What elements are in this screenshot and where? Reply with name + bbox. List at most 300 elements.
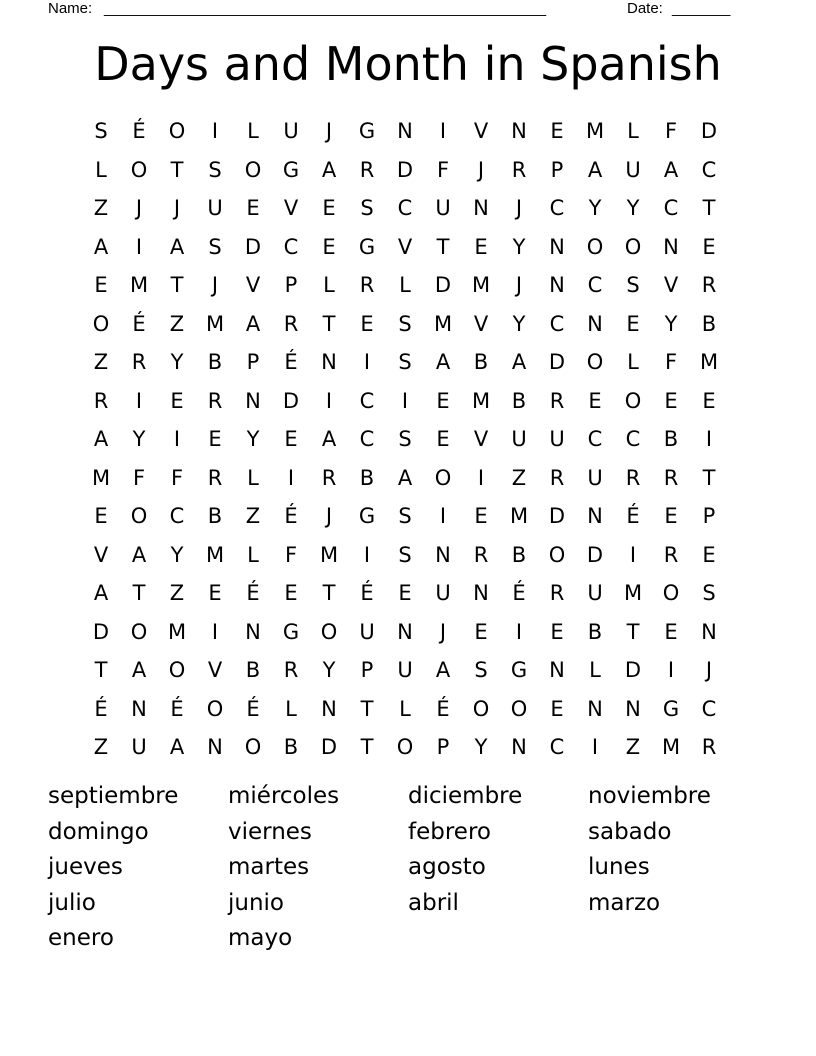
grid-letter: Y — [512, 311, 526, 336]
word-bank-item: abril — [408, 889, 459, 916]
grid-letter: F — [664, 350, 678, 375]
grid-letter: N — [549, 234, 565, 259]
grid-letter: U — [207, 196, 223, 221]
grid-letter: N — [511, 735, 527, 760]
grid-letter: I — [401, 388, 409, 413]
grid-letter: T — [436, 234, 450, 259]
grid-letter: A — [663, 157, 679, 182]
grid-letter: S — [398, 350, 412, 375]
grid-letter: N — [397, 619, 413, 644]
grid-row — [82, 343, 728, 382]
grid-letter: Y — [322, 658, 336, 683]
grid-letter: P — [550, 157, 564, 182]
grid-letter: R — [701, 273, 717, 298]
grid-letter: A — [169, 234, 185, 259]
grid-row — [82, 536, 728, 575]
grid-letter: O — [586, 234, 604, 259]
grid-letter: Z — [511, 465, 527, 490]
grid-letter: F — [436, 157, 450, 182]
grid-letter: A — [435, 350, 451, 375]
grid-letter: R — [549, 581, 565, 606]
grid-letter: É — [626, 504, 640, 529]
grid-letter: L — [589, 658, 601, 683]
grid-letter: V — [663, 273, 679, 298]
grid-letter: C — [587, 273, 603, 298]
grid-letter: D — [700, 119, 718, 144]
grid-row — [82, 690, 728, 729]
grid-letter: O — [624, 388, 642, 413]
grid-letter: E — [284, 581, 298, 606]
grid-letter: L — [285, 696, 297, 721]
grid-letter: N — [587, 504, 603, 529]
grid-letter: É — [170, 696, 184, 721]
grid-letter: P — [436, 735, 450, 760]
grid-letter: N — [245, 388, 261, 413]
grid-letter: F — [170, 465, 184, 490]
grid-letter: N — [207, 735, 223, 760]
date-label: Date: — [627, 0, 663, 17]
grid-letter: P — [246, 350, 260, 375]
grid-letter: T — [170, 273, 184, 298]
grid-letter: M — [319, 542, 339, 567]
grid-letter: C — [587, 427, 603, 452]
grid-letter: G — [510, 658, 528, 683]
grid-row — [82, 228, 728, 267]
grid-letter: D — [586, 542, 604, 567]
grid-letter: N — [549, 658, 565, 683]
grid-letter: T — [94, 658, 108, 683]
grid-letter: É — [436, 696, 450, 721]
grid-letter: A — [321, 157, 337, 182]
grid-letter: D — [434, 273, 452, 298]
grid-letter: D — [396, 157, 414, 182]
grid-letter: G — [358, 234, 376, 259]
grid-letter: E — [550, 696, 564, 721]
grid-letter: T — [626, 619, 640, 644]
grid-letter: E — [702, 542, 716, 567]
grid-letter: E — [322, 234, 336, 259]
grid-letter: U — [131, 735, 147, 760]
grid-letter: D — [320, 735, 338, 760]
grid-letter: A — [169, 735, 185, 760]
grid-letter: S — [398, 504, 412, 529]
grid-letter: A — [131, 658, 147, 683]
grid-letter: C — [359, 388, 375, 413]
grid-letter: U — [397, 658, 413, 683]
grid-letter: E — [208, 581, 222, 606]
grid-letter: Z — [93, 735, 109, 760]
grid-row — [82, 651, 728, 690]
grid-letter: J — [211, 273, 219, 298]
grid-letter: R — [283, 658, 299, 683]
grid-letter: A — [435, 658, 451, 683]
grid-letter: F — [132, 465, 146, 490]
grid-letter: B — [245, 658, 261, 683]
grid-letter: G — [358, 504, 376, 529]
grid-letter: Z — [93, 350, 109, 375]
grid-letter: É — [94, 696, 108, 721]
grid-letter: B — [359, 465, 375, 490]
grid-letter: S — [208, 157, 222, 182]
grid-letter: R — [207, 388, 223, 413]
grid-letter: R — [359, 273, 375, 298]
grid-letter: E — [474, 619, 488, 644]
grid-letter: R — [473, 542, 489, 567]
grid-letter: Z — [169, 581, 185, 606]
name-label: Name: — [48, 0, 93, 17]
grid-letter: F — [284, 542, 298, 567]
word-bank-item: viernes — [228, 818, 312, 845]
grid-letter: E — [550, 619, 564, 644]
grid-letter: D — [244, 234, 262, 259]
grid-letter: U — [549, 427, 565, 452]
grid-letter: A — [321, 427, 337, 452]
grid-letter: B — [283, 735, 299, 760]
grid-letter: C — [549, 735, 565, 760]
grid-letter: L — [247, 465, 259, 490]
grid-letter: R — [663, 465, 679, 490]
grid-letter: O — [434, 465, 452, 490]
grid-letter: I — [173, 427, 181, 452]
grid-letter: B — [207, 504, 223, 529]
word-bank-item: marzo — [588, 889, 661, 916]
grid-letter: É — [360, 581, 374, 606]
grid-letter: I — [439, 504, 447, 529]
grid-letter: É — [132, 119, 146, 144]
grid-letter: O — [548, 542, 566, 567]
grid-letter: C — [701, 696, 717, 721]
grid-letter: E — [398, 581, 412, 606]
grid-letter: Y — [588, 196, 602, 221]
grid-letter: N — [473, 196, 489, 221]
grid-letter: N — [587, 311, 603, 336]
grid-letter: I — [287, 465, 295, 490]
grid-letter: D — [282, 388, 300, 413]
grid-letter: I — [135, 388, 143, 413]
grid-letter: V — [93, 542, 109, 567]
grid-letter: S — [474, 658, 488, 683]
grid-letter: U — [359, 619, 375, 644]
grid-letter: E — [550, 119, 564, 144]
grid-letter: D — [548, 504, 566, 529]
grid-letter: S — [94, 119, 108, 144]
grid-letter: O — [244, 157, 262, 182]
grid-letter: L — [627, 350, 639, 375]
grid-letter: B — [473, 350, 489, 375]
grid-letter: A — [93, 234, 109, 259]
grid-letter: Y — [246, 427, 260, 452]
grid-letter: U — [625, 157, 641, 182]
grid-letter: J — [135, 196, 143, 221]
grid-letter: É — [132, 311, 146, 336]
grid-letter: U — [587, 581, 603, 606]
grid-letter: A — [511, 350, 527, 375]
grid-letter: M — [471, 388, 491, 413]
grid-letter: Z — [169, 311, 185, 336]
grid-letter: R — [701, 735, 717, 760]
grid-letter: M — [167, 619, 187, 644]
grid-letter: T — [702, 196, 716, 221]
grid-letter: I — [135, 234, 143, 259]
word-bank-item: miércoles — [228, 783, 340, 809]
word-bank — [48, 779, 768, 957]
grid-letter: T — [322, 311, 336, 336]
word-search-grid — [82, 112, 728, 767]
word-bank-item: sabado — [588, 818, 672, 845]
grid-letter: E — [702, 388, 716, 413]
grid-letter: O — [130, 619, 148, 644]
grid-letter: B — [701, 311, 717, 336]
grid-row — [82, 459, 728, 498]
grid-letter: M — [433, 311, 453, 336]
grid-letter: C — [359, 427, 375, 452]
word-bank-item: julio — [48, 889, 96, 916]
grid-letter: N — [625, 696, 641, 721]
grid-letter: I — [705, 427, 713, 452]
grid-letter: O — [396, 735, 414, 760]
grid-letter: O — [510, 696, 528, 721]
grid-letter: S — [626, 273, 640, 298]
grid-letter: S — [702, 581, 716, 606]
word-bank-item: junio — [228, 889, 285, 916]
word-bank-item: noviembre — [588, 783, 711, 809]
grid-letter: N — [473, 581, 489, 606]
grid-letter: B — [511, 542, 527, 567]
grid-letter: S — [360, 196, 374, 221]
grid-letter: O — [168, 119, 186, 144]
grid-letter: D — [624, 658, 642, 683]
grid-letter: V — [397, 234, 413, 259]
grid-letter: V — [473, 119, 489, 144]
grid-letter: E — [474, 504, 488, 529]
grid-letter: B — [663, 427, 679, 452]
grid-letter: R — [663, 542, 679, 567]
grid-letter: I — [363, 542, 371, 567]
grid-letter: E — [664, 619, 678, 644]
grid-letter: M — [509, 504, 529, 529]
grid-letter: N — [131, 696, 147, 721]
grid-letter: V — [245, 273, 261, 298]
word-bank-item: martes — [228, 854, 310, 880]
grid-letter: C — [169, 504, 185, 529]
grid-letter: U — [283, 119, 299, 144]
grid-letter: N — [663, 234, 679, 259]
grid-row — [82, 112, 728, 151]
grid-letter: I — [325, 388, 333, 413]
grid-letter: E — [284, 427, 298, 452]
grid-letter: Y — [474, 735, 488, 760]
grid-letter: O — [130, 504, 148, 529]
grid-row — [82, 420, 728, 459]
grid-letter: R — [359, 157, 375, 182]
grid-letter: L — [247, 119, 259, 144]
grid-letter: E — [208, 427, 222, 452]
word-bank-item: agosto — [408, 854, 486, 880]
grid-letter: V — [473, 427, 489, 452]
date-blank-line: _______ — [672, 0, 731, 17]
grid-letter: N — [435, 542, 451, 567]
grid-letter: E — [588, 388, 602, 413]
grid-row — [82, 574, 728, 613]
grid-letter: T — [360, 735, 374, 760]
grid-letter: S — [208, 234, 222, 259]
grid-letter: J — [325, 119, 333, 144]
grid-letter: C — [663, 196, 679, 221]
grid-letter: R — [321, 465, 337, 490]
grid-letter: O — [168, 658, 186, 683]
grid-letter: U — [587, 465, 603, 490]
grid-letter: D — [548, 350, 566, 375]
grid-letter: Y — [132, 427, 146, 452]
grid-row — [82, 189, 728, 228]
grid-letter: S — [398, 542, 412, 567]
grid-letter: É — [284, 350, 298, 375]
grid-letter: É — [284, 504, 298, 529]
word-bank-item: lunes — [588, 854, 650, 880]
grid-letter: É — [512, 581, 526, 606]
grid-letter: R — [625, 465, 641, 490]
grid-row — [82, 613, 728, 652]
grid-letter: E — [94, 273, 108, 298]
grid-letter: I — [591, 735, 599, 760]
grid-letter: A — [587, 157, 603, 182]
grid-letter: I — [515, 619, 523, 644]
grid-letter: J — [515, 273, 523, 298]
grid-letter: A — [245, 311, 261, 336]
grid-letter: É — [246, 581, 260, 606]
grid-letter: I — [439, 119, 447, 144]
grid-letter: E — [664, 504, 678, 529]
grid-letter: A — [93, 427, 109, 452]
grid-letter: Z — [245, 504, 261, 529]
grid-letter: Z — [625, 735, 641, 760]
grid-letter: E — [626, 311, 640, 336]
grid-letter: G — [358, 119, 376, 144]
grid-letter: D — [92, 619, 110, 644]
grid-letter: A — [131, 542, 147, 567]
grid-letter: M — [585, 119, 605, 144]
grid-letter: É — [246, 696, 260, 721]
grid-letter: N — [511, 119, 527, 144]
grid-letter: E — [474, 234, 488, 259]
grid-letter: E — [436, 388, 450, 413]
grid-letter: J — [439, 619, 447, 644]
grid-letter: O — [320, 619, 338, 644]
grid-letter: N — [321, 350, 337, 375]
grid-letter: T — [170, 157, 184, 182]
word-bank-item: febrero — [408, 818, 491, 845]
grid-letter: I — [667, 658, 675, 683]
grid-letter: P — [284, 273, 298, 298]
word-bank-item: septiembre — [48, 783, 179, 809]
grid-letter: V — [283, 196, 299, 221]
grid-letter: A — [93, 581, 109, 606]
grid-letter: T — [702, 465, 716, 490]
grid-letter: T — [322, 581, 336, 606]
grid-letter: L — [247, 542, 259, 567]
grid-letter: N — [587, 696, 603, 721]
word-bank-item: domingo — [48, 818, 149, 845]
grid-letter: L — [399, 273, 411, 298]
grid-letter: I — [629, 542, 637, 567]
grid-letter: N — [245, 619, 261, 644]
grid-letter: L — [399, 696, 411, 721]
grid-letter: E — [246, 196, 260, 221]
grid-letter: R — [283, 311, 299, 336]
grid-letter: O — [244, 735, 262, 760]
grid-letter: R — [549, 465, 565, 490]
grid-letter: O — [624, 234, 642, 259]
grid-letter: U — [511, 427, 527, 452]
grid-letter: Y — [664, 311, 678, 336]
grid-letter: E — [436, 427, 450, 452]
grid-letter: J — [477, 157, 485, 182]
grid-letter: G — [662, 696, 680, 721]
grid-letter: O — [586, 350, 604, 375]
grid-letter: B — [587, 619, 603, 644]
grid-letter: I — [477, 465, 485, 490]
grid-letter: B — [511, 388, 527, 413]
grid-letter: O — [92, 311, 110, 336]
grid-letter: E — [170, 388, 184, 413]
grid-letter: F — [664, 119, 678, 144]
grid-letter: L — [627, 119, 639, 144]
grid-letter: O — [662, 581, 680, 606]
word-bank-item: diciembre — [408, 783, 523, 809]
grid-letter: T — [360, 696, 374, 721]
grid-letter: G — [282, 157, 300, 182]
grid-letter: M — [91, 465, 111, 490]
grid-letter: M — [129, 273, 149, 298]
grid-letter: B — [207, 350, 223, 375]
grid-letter: N — [549, 273, 565, 298]
grid-letter: Z — [93, 196, 109, 221]
page-title: Days and Month in Spanish — [94, 37, 722, 91]
grid-row — [82, 382, 728, 421]
grid-letter: N — [701, 619, 717, 644]
grid-letter: S — [398, 311, 412, 336]
grid-letter: J — [705, 658, 713, 683]
grid-letter: P — [360, 658, 374, 683]
grid-letter: C — [397, 196, 413, 221]
grid-letter: T — [132, 581, 146, 606]
grid-letter: M — [205, 542, 225, 567]
grid-letter: E — [664, 388, 678, 413]
grid-letter: C — [283, 234, 299, 259]
grid-letter: E — [94, 504, 108, 529]
grid-letter: Y — [512, 234, 526, 259]
grid-letter: Y — [170, 542, 184, 567]
grid-letter: E — [322, 196, 336, 221]
grid-letter: J — [515, 196, 523, 221]
grid-letter: R — [511, 157, 527, 182]
grid-letter: V — [473, 311, 489, 336]
grid-letter: U — [435, 581, 451, 606]
grid-letter: V — [207, 658, 223, 683]
grid-row — [82, 728, 728, 767]
grid-letter: Y — [626, 196, 640, 221]
word-bank-item: enero — [48, 925, 114, 951]
grid-letter: J — [325, 504, 333, 529]
grid-letter: L — [323, 273, 335, 298]
grid-row — [82, 151, 728, 190]
grid-letter: O — [472, 696, 490, 721]
grid-letter: M — [699, 350, 719, 375]
grid-letter: M — [471, 273, 491, 298]
grid-row — [82, 266, 728, 305]
grid-letter: C — [549, 196, 565, 221]
grid-letter: M — [623, 581, 643, 606]
